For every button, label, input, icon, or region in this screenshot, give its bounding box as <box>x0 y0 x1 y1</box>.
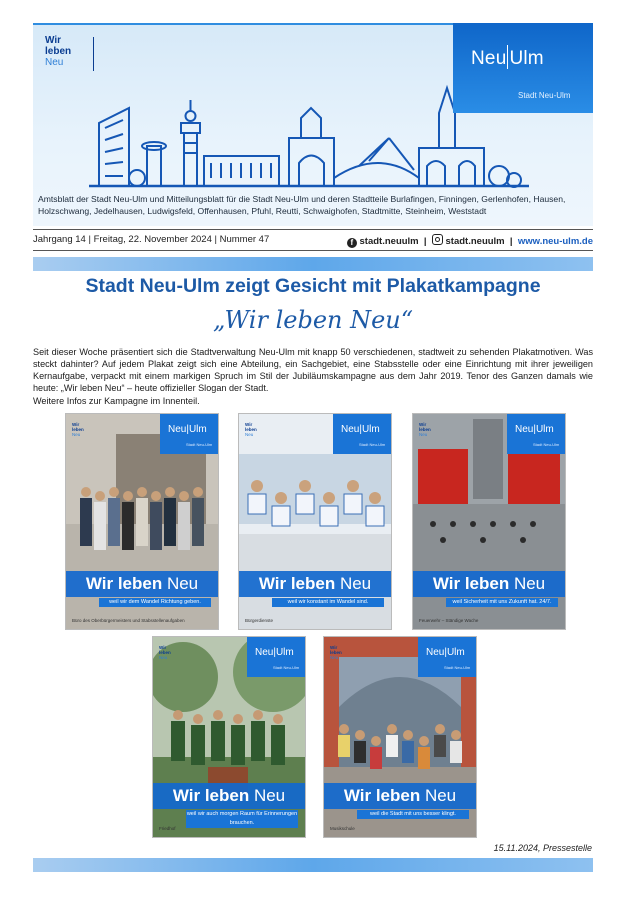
poster-logo-line1: Wir <box>72 422 80 427</box>
poster-logo <box>159 645 189 660</box>
poster-brand-subtitle: Stadt Neu-Ulm <box>359 442 386 447</box>
poster-wir-leben-neu: Wir leben Neu <box>153 783 305 809</box>
facebook-handle[interactable]: stadt.neuulm <box>359 236 419 247</box>
poster-footer: Feuerwehr – Ständige Wache <box>419 618 479 623</box>
article-headline: Stadt Neu-Ulm zeigt Gesicht mit Plakatkampagne <box>85 275 541 297</box>
masthead-banner <box>33 23 593 226</box>
meta-rule <box>33 250 593 251</box>
brand-left: Neu <box>471 48 507 69</box>
logo-line-1: Wir <box>45 35 62 46</box>
website-link[interactable]: www.neu-ulm.de <box>517 236 593 247</box>
poster-brand-name: Neu|Ulm <box>515 424 554 435</box>
top-gradient-strip <box>33 257 593 271</box>
masthead-description: Amtsblatt der Stadt Neu-Ulm und Mitteilungsblatt für die Stadt Neu-Ulm und deren Stadtteile Burlafingen, Finningen, Gerlenhofen, Hausen, Holzschwang, Jedelhausen, Ludwigsfeld, Offenhausen, Pfuhl, Reutti, Schwaighofen, Stadtmitte, Steinheim, Weststadt <box>38 194 566 216</box>
social-links <box>347 234 593 248</box>
poster-brand-box <box>507 414 565 454</box>
campaign-poster <box>412 413 566 630</box>
poster-footer: Friedhof <box>159 826 176 831</box>
facebook-icon: f <box>347 238 357 248</box>
logo-line-3: Neu <box>45 57 64 68</box>
poster-wir-leben-neu: Wir leben Neu <box>413 571 565 597</box>
brand-subtitle: Stadt Neu-Ulm <box>518 91 571 100</box>
poster-logo <box>330 645 360 660</box>
logo-divider <box>93 37 94 71</box>
poster-logo-line2: leben <box>419 427 431 432</box>
poster-footer: Bürgerdienste <box>245 618 274 623</box>
top-rule <box>33 229 593 230</box>
instagram-handle[interactable]: stadt.neuulm <box>445 236 505 247</box>
poster-tagline: weil wir auch morgen Raum für Erinnerungen brauchen. <box>186 811 298 826</box>
poster-logo-line3: Neu <box>72 432 81 437</box>
poster-tagline: weil wir dem Wandel Richtung geben. <box>99 598 211 607</box>
poster-logo-line3: Neu <box>159 655 168 660</box>
poster-brand-name: Neu|Ulm <box>426 647 465 658</box>
campaign-poster <box>152 636 306 838</box>
poster-logo-line2: leben <box>245 427 257 432</box>
poster-brand-subtitle: Stadt Neu-Ulm <box>273 665 300 670</box>
issue-info: Jahrgang 14 | Freitag, 22. November 2024 | Nummer 47 <box>33 234 270 245</box>
issue-meta-line <box>33 234 593 248</box>
poster-wir-leben-neu: Wir leben Neu <box>324 783 476 809</box>
poster-brand-name: Neu|Ulm <box>255 647 294 658</box>
poster-logo-line1: Wir <box>330 645 338 650</box>
poster-logo-line2: leben <box>159 650 171 655</box>
bottom-gradient-strip <box>33 858 593 872</box>
poster-brand-subtitle: Stadt Neu-Ulm <box>444 665 471 670</box>
poster-footer: Büro des Oberbürgermeisters und Stabsstellenaufgaben <box>72 618 185 623</box>
poster-brand-box <box>333 414 391 454</box>
social-separator: | <box>423 236 427 247</box>
poster-logo-line3: Neu <box>245 432 254 437</box>
poster-tagline: weil wir konstant im Wandel sind. <box>272 598 384 607</box>
poster-logo-line2: leben <box>330 650 342 655</box>
campaign-poster <box>65 413 219 630</box>
poster-brand-subtitle: Stadt Neu-Ulm <box>533 442 560 447</box>
campaign-poster <box>323 636 477 838</box>
neu-ulm-brand-box <box>453 23 593 113</box>
poster-logo-line1: Wir <box>245 422 253 427</box>
article-more-info: Weitere Infos zur Kampagne im Innenteil. <box>33 396 200 406</box>
poster-logo <box>245 422 275 437</box>
poster-logo-line1: Wir <box>419 422 427 427</box>
article-dateline: 15.11.2024, Pressestelle <box>493 843 592 853</box>
instagram-icon <box>432 234 443 245</box>
poster-wir-leben-neu: Wir leben Neu <box>239 571 391 597</box>
poster-tagline: weil die Stadt mit uns besser klingt. <box>357 810 469 819</box>
social-separator: | <box>509 236 513 247</box>
poster-brand-name: Neu|Ulm <box>168 424 207 435</box>
article-slogan: „Wir leben Neu“ <box>212 306 414 334</box>
poster-brand-subtitle: Stadt Neu-Ulm <box>186 442 213 447</box>
poster-brand-box <box>418 637 476 677</box>
logo-line-2: leben <box>45 46 72 57</box>
poster-tagline: weil Sicherheit mit uns Zukunft hat. 24/7. <box>446 598 558 607</box>
article-body: Seit dieser Woche präsentiert sich die Stadtverwaltung Neu-Ulm mit knapp 50 verschiedenen, stadtweit zu sehenden Plakatmotiven. Was steckt dahinter? Auf jedem Plakat zeigt sich eine Abteilung, ein Sachgebiet, eine Stabsstelle oder eine Einrichtung mit ihrer jeweiligen Kernaufgabe, verpackt mit einem markigen Spruch im Stil der Jubiläumskampagne aus dem Jahr 2019. Tenor des Ganzen damals wie heute: „Wir leben Neu“ – heute offizieller Slogan der Stadt. <box>33 347 593 393</box>
poster-logo <box>72 422 102 437</box>
brand-right: Ulm <box>509 48 544 69</box>
poster-wir-leben-neu: Wir leben Neu <box>66 571 218 597</box>
poster-brand-box <box>247 637 305 677</box>
poster-footer: Musikschule <box>330 826 355 831</box>
poster-brand-box <box>160 414 218 454</box>
poster-brand-name: Neu|Ulm <box>341 424 380 435</box>
poster-logo-line2: leben <box>72 427 84 432</box>
poster-logo <box>419 422 449 437</box>
poster-logo-line3: Neu <box>330 655 339 660</box>
campaign-poster <box>238 413 392 630</box>
poster-logo-line1: Wir <box>159 645 167 650</box>
poster-logo-line3: Neu <box>419 432 428 437</box>
brand-name <box>471 45 544 70</box>
